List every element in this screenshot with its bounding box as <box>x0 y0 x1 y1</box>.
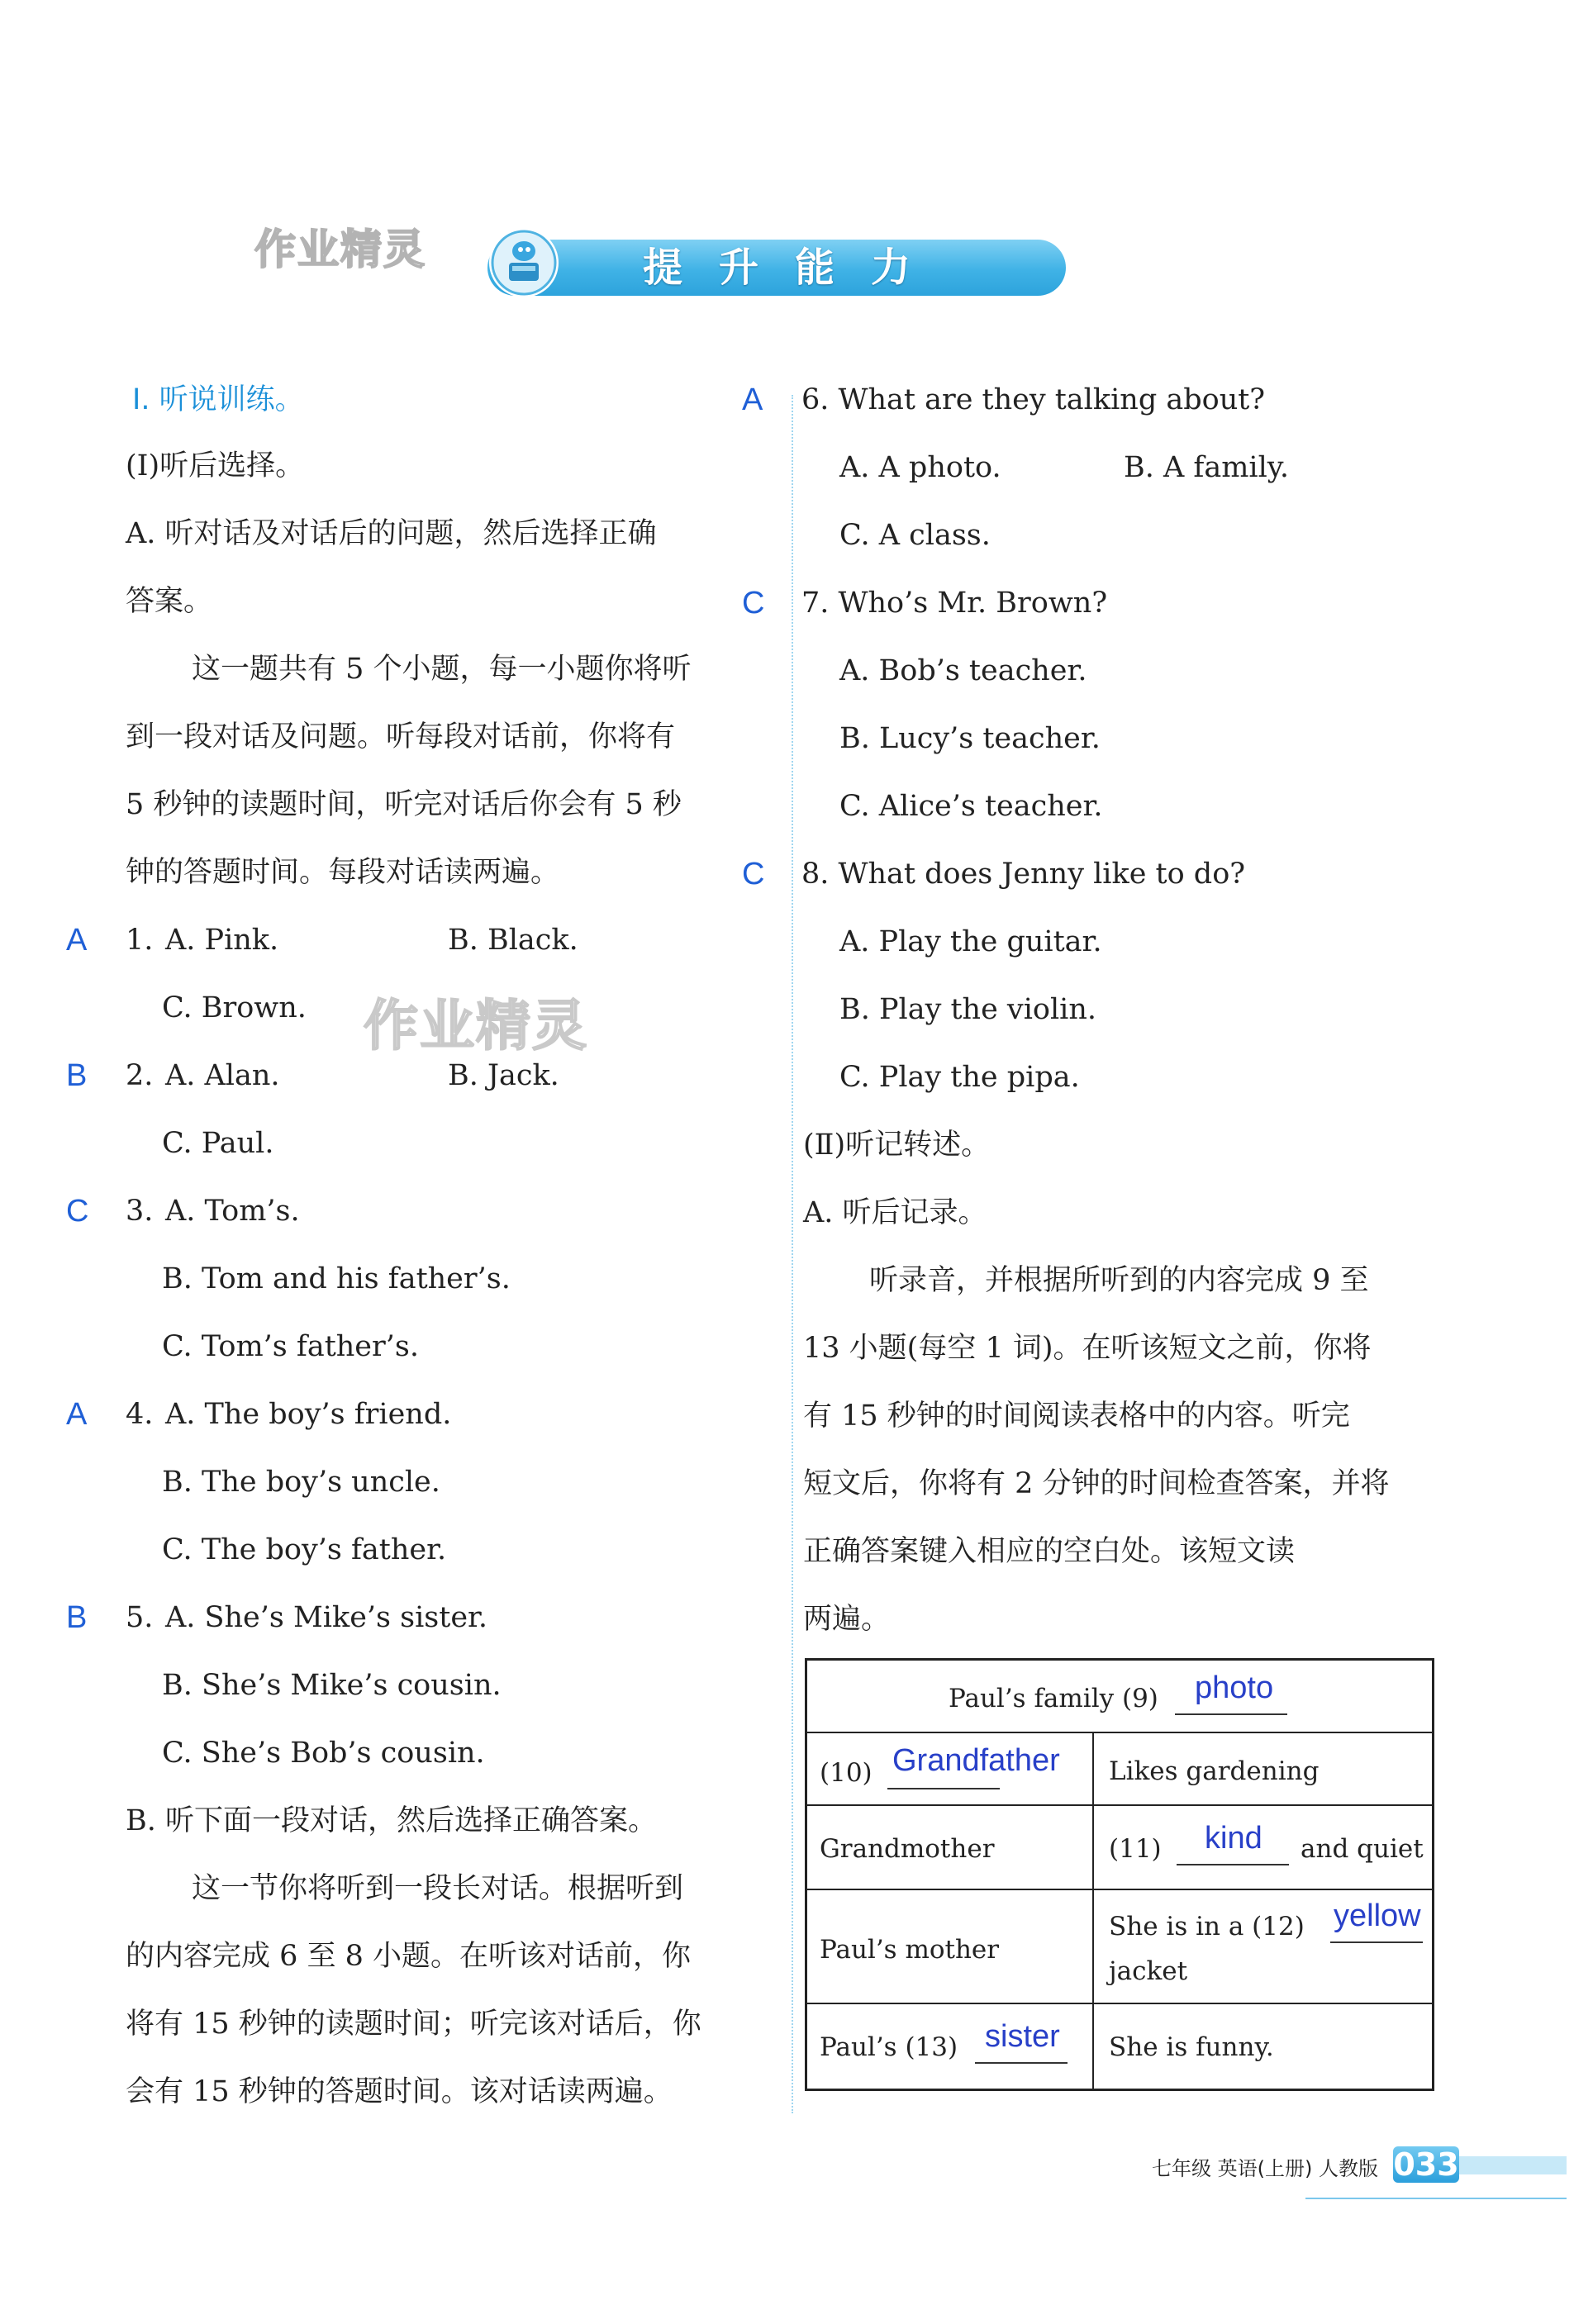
option-b: B. Tom and his father’s. <box>162 1262 511 1295</box>
option-c: C. Brown. <box>162 991 307 1024</box>
question-number: 3. <box>126 1195 154 1228</box>
part-heading: (Ⅱ)听记转述。 <box>803 1129 991 1162</box>
part-heading: B. 听下面一段对话，然后选择正确答案。 <box>126 1804 657 1837</box>
instruction-text: 答案。 <box>126 585 213 618</box>
question-number: 4. <box>126 1398 154 1431</box>
question-number: 1. <box>126 924 154 957</box>
handwritten-answer: C <box>742 857 765 891</box>
option-c: C. The boy’s father. <box>162 1533 447 1566</box>
part-heading: (Ⅰ)听后选择。 <box>126 449 305 482</box>
table-row-divider <box>806 1732 1433 1733</box>
watermark: 作业精灵 <box>364 994 588 1057</box>
option-a: A. Play the guitar. <box>839 925 1102 958</box>
option-a: A. Bob’s teacher. <box>839 654 1087 687</box>
option-c: C. She’s Bob’s cousin. <box>162 1737 485 1770</box>
footer-text: 七年级 英语(上册) 人教版 <box>1152 2157 1378 2180</box>
instruction-text: 听录音，并根据所听到的内容完成 9 至 <box>869 1264 1369 1297</box>
option-b: B. Lucy’s teacher. <box>839 722 1101 755</box>
instruction-text: 钟的答题时间。每段对话读两遍。 <box>126 856 560 889</box>
blank-line <box>1177 1864 1289 1865</box>
blank-line <box>975 2062 1068 2064</box>
handwritten-answer: sister <box>985 2019 1060 2054</box>
table-cell: Paul’s mother <box>820 1935 1000 1965</box>
table-cell: jacket <box>1109 1956 1188 1986</box>
instruction-text: 会有 15 秒钟的答题时间。该对话读两遍。 <box>126 2075 673 2108</box>
handwritten-answer: A <box>742 383 763 417</box>
table-cell: Likes gardening <box>1109 1756 1320 1786</box>
handwritten-answer: C <box>742 586 765 620</box>
instruction-text: 到一段对话及问题。听每段对话前，你将有 <box>126 720 676 753</box>
option-b: B. Play the violin. <box>839 993 1097 1026</box>
option-a: A. Alan. <box>165 1059 280 1092</box>
handwritten-answer: B <box>66 1600 88 1635</box>
option-b: B. The boy’s uncle. <box>162 1466 440 1499</box>
option-c: C. A class. <box>839 519 991 552</box>
blank-label: (10) <box>820 1758 873 1788</box>
blank-label: (11) <box>1109 1834 1162 1864</box>
table-title: Paul’s family (9) <box>949 1684 1158 1713</box>
footer-line <box>1305 2198 1567 2199</box>
table-row-divider <box>806 2003 1433 2004</box>
option-c: C. Tom’s father’s. <box>162 1330 419 1363</box>
handwritten-answer: A <box>66 923 88 958</box>
instruction-text: 两遍。 <box>803 1603 891 1636</box>
handwritten-answer: C <box>66 1194 89 1229</box>
section-title: 提升能力 <box>642 245 947 291</box>
table-cell: Paul’s (13) <box>820 2032 958 2062</box>
family-table <box>805 1658 1434 2091</box>
option-a: A. She’s Mike’s sister. <box>165 1601 488 1634</box>
blank-line <box>1330 1941 1423 1943</box>
instruction-text: 将有 15 秒钟的读题时间；听完该对话后，你 <box>126 2008 701 2041</box>
page-number: 033 <box>1393 2146 1459 2183</box>
option-a: A. A photo. <box>839 451 1001 484</box>
table-cell: She is in a (12) <box>1109 1912 1305 1941</box>
instruction-text: 13 小题(每空 1 词)。在听该短文之前，你将 <box>803 1332 1372 1365</box>
option-c: C. Paul. <box>162 1127 274 1160</box>
blank-line <box>887 1788 1000 1789</box>
instruction-text: 的内容完成 6 至 8 小题。在听该对话前，你 <box>126 1940 692 1973</box>
part-heading: A. 听后记录。 <box>803 1196 987 1229</box>
instruction-text: 这一节你将听到一段长对话。根据听到 <box>192 1872 684 1905</box>
section-heading: Ⅰ. 听说训练。 <box>132 383 304 416</box>
handwritten-answer: B <box>66 1058 88 1093</box>
footer-stripe <box>1459 2156 1567 2174</box>
handwritten-answer: A <box>66 1397 88 1432</box>
option-b: B. Jack. <box>448 1059 559 1092</box>
option-b: B. She’s Mike’s cousin. <box>162 1669 502 1702</box>
option-c: C. Alice’s teacher. <box>839 790 1103 823</box>
instruction-text: 短文后，你将有 2 分钟的时间检查答案，并将 <box>803 1467 1390 1500</box>
logo-text: 作业精灵 <box>254 226 426 273</box>
question-number: 2. <box>126 1059 154 1092</box>
instruction-text: 正确答案键入相应的空白处。该短文读 <box>803 1535 1296 1568</box>
option-b: B. A family. <box>1124 451 1290 484</box>
instruction-text: 5 秒钟的读题时间，听完对话后你会有 5 秒 <box>126 788 682 821</box>
table-cell: Grandmother <box>820 1834 995 1864</box>
instruction-text: A. 听对话及对话后的问题，然后选择正确 <box>126 517 657 550</box>
instruction-text: 这一题共有 5 个小题，每一小题你将听 <box>192 653 692 686</box>
table-cell: and quiet <box>1301 1834 1424 1864</box>
handwritten-answer: photo <box>1195 1671 1274 1705</box>
blank-line <box>1175 1713 1287 1715</box>
table-row-divider <box>806 1889 1433 1890</box>
option-c: C. Play the pipa. <box>839 1061 1080 1094</box>
table-column-divider <box>1092 1732 1094 2089</box>
table-row-divider <box>806 1804 1433 1806</box>
instruction-text: 有 15 秒钟的时间阅读表格中的内容。听完 <box>803 1400 1350 1433</box>
question-stem: 8. What does Jenny like to do? <box>801 858 1246 891</box>
handwritten-answer: Grandfather <box>892 1743 1060 1778</box>
question-stem: 7. Who’s Mr. Brown? <box>801 587 1108 620</box>
question-number: 5. <box>126 1601 154 1634</box>
option-a: A. The boy’s friend. <box>165 1398 452 1431</box>
handwritten-answer: kind <box>1205 1821 1263 1856</box>
handwritten-answer: yellow <box>1334 1899 1421 1933</box>
option-a: A. Tom’s. <box>165 1195 300 1228</box>
column-divider <box>792 395 793 2113</box>
option-a: A. Pink. <box>165 924 279 957</box>
question-stem: 6. What are they talking about? <box>801 383 1266 416</box>
option-b: B. Black. <box>448 924 578 957</box>
table-cell: She is funny. <box>1109 2032 1274 2062</box>
